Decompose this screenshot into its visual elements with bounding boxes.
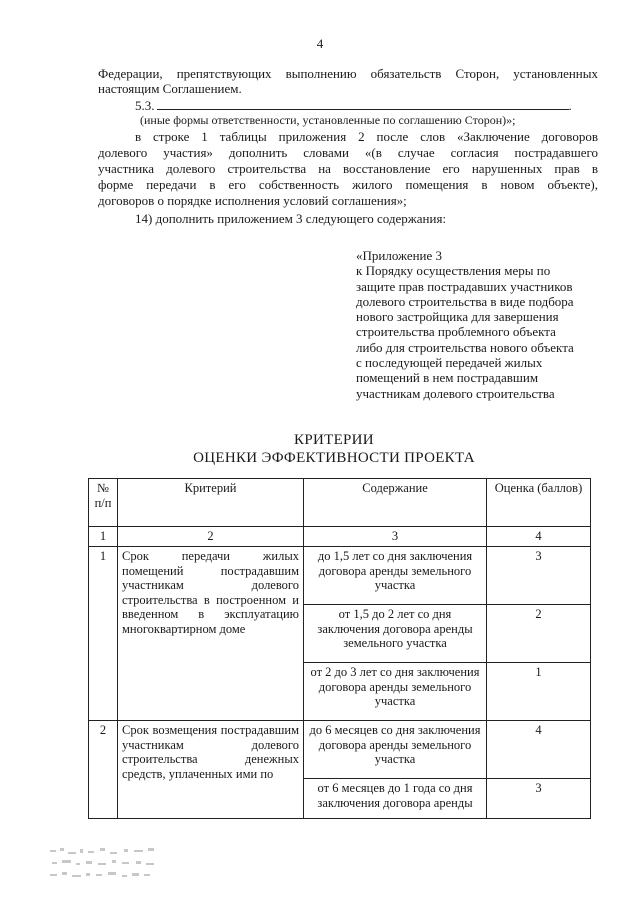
appendix-line: нового застройщика для завершения <box>356 309 559 325</box>
appendix-line: либо для строительства нового объекта <box>356 339 574 355</box>
column-index: 4 <box>487 527 591 547</box>
page-number: 4 <box>316 36 324 51</box>
body-line-7: участника долевого строительства на восстановление его нарушенных прав в <box>98 161 598 176</box>
row-number: 2 <box>89 721 118 819</box>
appendix-line: строительства проблемного объекта <box>356 324 556 340</box>
table-row <box>89 547 591 605</box>
body-line-6: долевого участия» дополнить словами «(в случае согласия пострадавшего <box>98 145 598 160</box>
appendix-line: участникам долевого строительства <box>356 385 555 401</box>
column-index: 1 <box>89 527 118 547</box>
content-cell: до 1,5 лет со дня заключения договора аренды земельного участка <box>304 547 487 605</box>
content-cell: от 1,5 до 2 лет со дня заключения договора аренды земельного участка <box>304 605 487 663</box>
body-line-10: 14) дополнить приложением 3 следующего содержания: <box>135 211 447 226</box>
clause-5-3 <box>135 97 572 113</box>
appendix-line: долевого строительства в виде подбора <box>356 293 574 309</box>
score-cell: 4 <box>487 721 591 779</box>
header-number <box>89 479 118 527</box>
header-number-line-2: п/п <box>94 495 112 510</box>
table-title-line-1: КРИТЕРИИ <box>294 432 374 448</box>
appendix-line: к Порядку осуществления меры по <box>356 263 551 279</box>
header-score: Оценка (баллов) <box>487 479 591 527</box>
appendix-line: помещений в нем пострадавшим <box>356 370 539 386</box>
clause-5-3-end: . <box>568 98 572 113</box>
appendix-line: «Приложение 3 <box>356 248 443 263</box>
clause-5-3-number: 5.3. <box>135 98 155 113</box>
content-cell: от 6 месяцев до 1 года со дня заключения договора аренды <box>304 779 487 819</box>
header-criterion: Критерий <box>118 479 304 527</box>
score-cell: 3 <box>487 547 591 605</box>
fill-in-blank <box>157 97 569 110</box>
row-number: 1 <box>89 547 118 721</box>
body-line-1: Федерации, препятствующих выполнению обязательств Сторон, установленных <box>98 66 598 81</box>
clause-5-3-caption: (иные формы ответственности, установленные по соглашению Сторон)»; <box>140 113 516 127</box>
column-index: 3 <box>304 527 487 547</box>
score-cell: 1 <box>487 663 591 721</box>
appendix-line: защите прав пострадавших участников <box>356 278 573 294</box>
body-line-5: в строке 1 таблицы приложения 2 после слов «Заключение договоров <box>135 129 598 144</box>
table-header-row <box>89 479 591 527</box>
appendix-heading <box>356 248 616 401</box>
criterion-cell: Срок передачи жилых помещений пострадавшим участникам долевого строительства в построенном и введенном в эксплуатацию многоквартирном доме <box>118 547 304 721</box>
table-row <box>89 721 591 779</box>
criteria-table <box>88 478 591 819</box>
header-number-line-1: № <box>97 481 109 495</box>
body-line-8: форме передачи в его собственность жилого помещения в новом объекте), <box>98 177 598 192</box>
header-content: Содержание <box>304 479 487 527</box>
appendix-line: с последующей передачей жилых <box>356 355 543 371</box>
body-line-2: настоящим Соглашением. <box>98 81 242 96</box>
body-line-9: договоров о порядке исполнения условий соглашения»; <box>98 193 407 208</box>
criterion-cell: Срок возмещения пострадавшим участникам долевого строительства денежных средств, уплаченных ими по <box>118 721 304 819</box>
table-title-line-2: ОЦЕНКИ ЭФФЕКТИВНОСТИ ПРОЕКТА <box>193 450 475 466</box>
score-cell: 2 <box>487 605 591 663</box>
column-index-row <box>89 527 591 547</box>
content-cell: от 2 до 3 лет со дня заключения договора аренды земельного участка <box>304 663 487 721</box>
column-index: 2 <box>118 527 304 547</box>
score-cell: 3 <box>487 779 591 819</box>
faint-stamp-mark <box>46 844 166 888</box>
content-cell: до 6 месяцев со дня заключения договора аренды земельного участка <box>304 721 487 779</box>
